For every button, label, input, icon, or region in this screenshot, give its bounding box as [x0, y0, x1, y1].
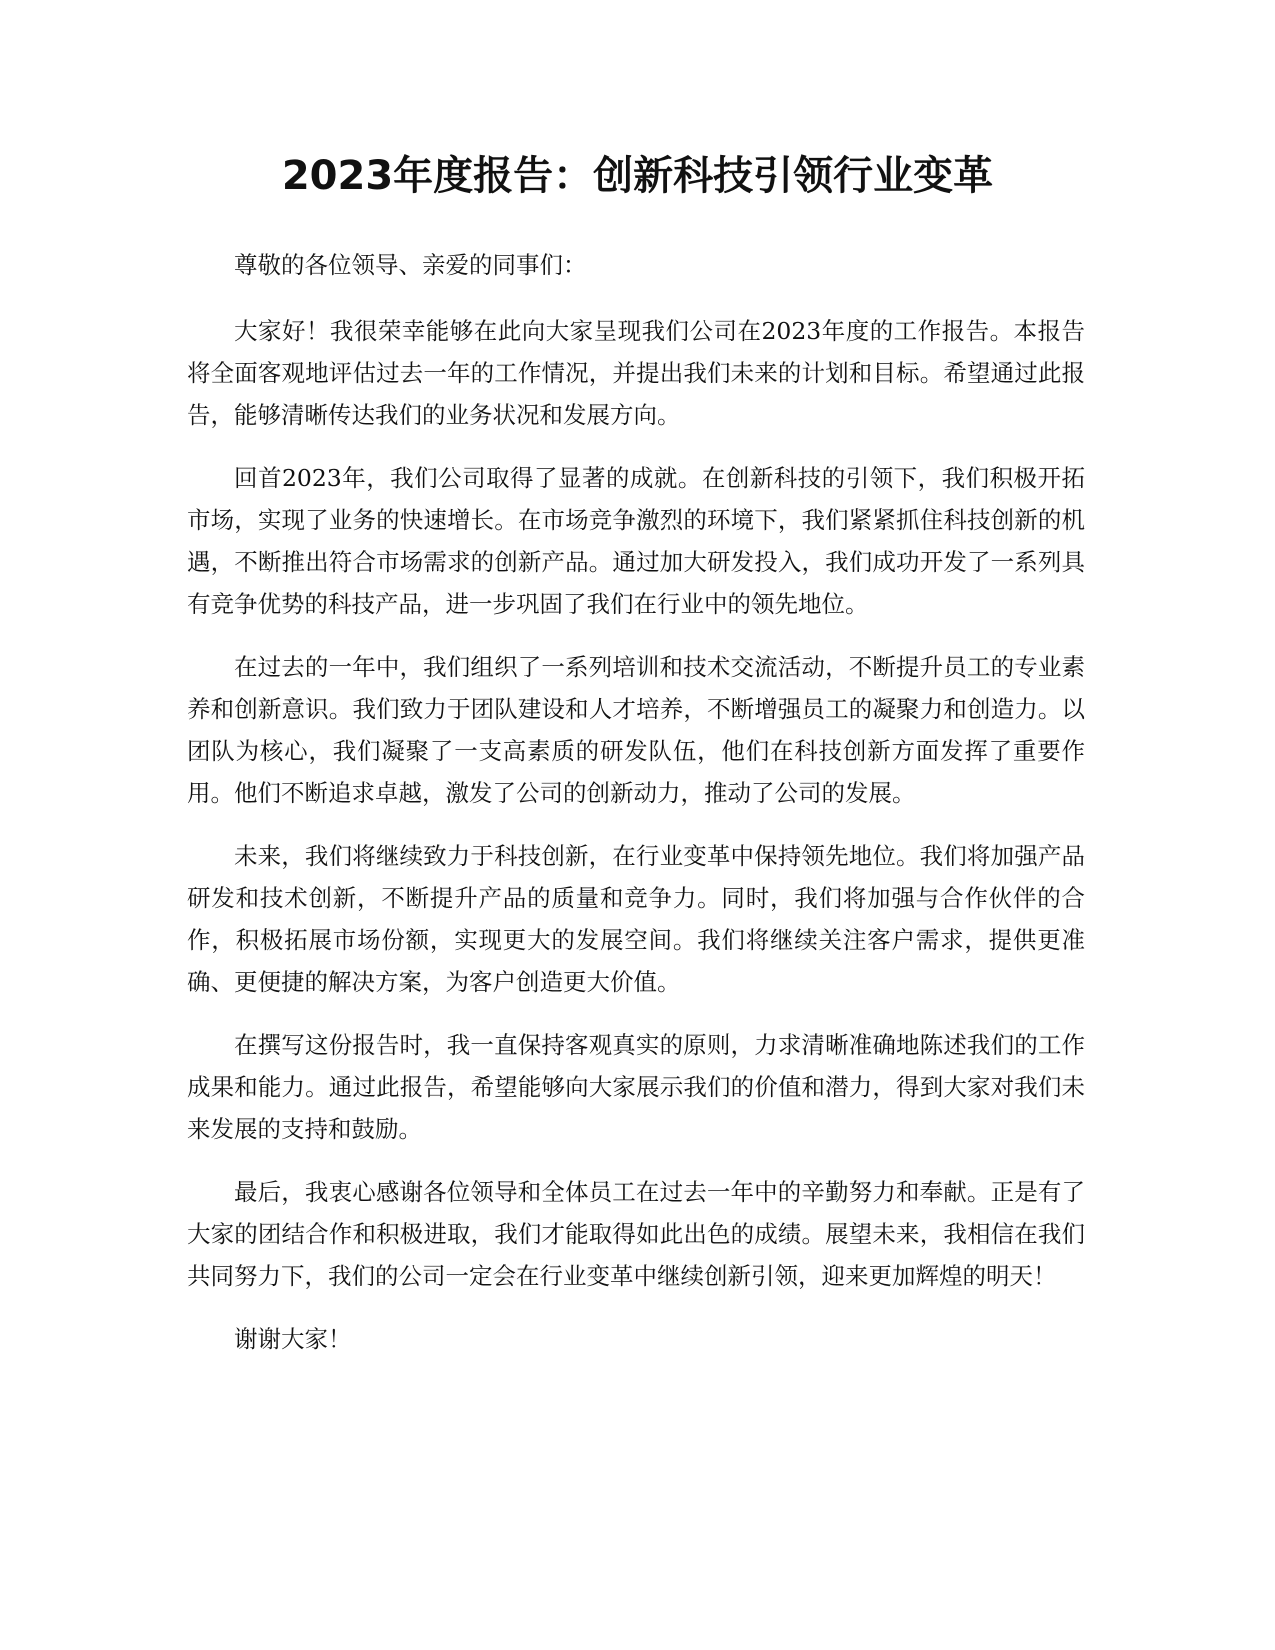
paragraph-team: 在过去的一年中，我们组织了一系列培训和技术交流活动，不断提升员工的专业素养和创新意识。我们致力于团队建设和人才培养，不断增强员工的凝聚力和创造力。以团队为核心，我们凝聚了一支高素质的研发队伍，他们在科技创新方面发挥了重要作用。他们不断追求卓越，激发了公司的创新动力，推动了公司的发展。 — [187, 653, 1085, 807]
paragraph-introduction: 大家好！我很荣幸能够在此向大家呈现我们公司在2023年度的工作报告。本报告将全面客观地评估过去一年的工作情况，并提出我们未来的计划和目标。希望通过此报告，能够清晰传达我们的业务状况和发展方向。 — [187, 317, 1085, 429]
paragraph-greeting: 尊敬的各位领导、亲爱的同事们： — [234, 251, 587, 279]
paragraph-closing: 谢谢大家！ — [234, 1325, 352, 1353]
paragraph-thanks: 最后，我衷心感谢各位领导和全体员工在过去一年中的辛勤努力和奉献。正是有了大家的团结合作和积极进取，我们才能取得如此出色的成绩。展望未来，我相信在我们共同努力下，我们的公司一定会在行业变革中继续创新引领，迎来更加辉煌的明天！ — [187, 1178, 1085, 1290]
document-body — [187, 244, 1085, 1381]
paragraph-achievements: 回首2023年，我们公司取得了显著的成就。在创新科技的引领下，我们积极开拓市场，实现了业务的快速增长。在市场竞争激烈的环境下，我们紧紧抓住科技创新的机遇，不断推出符合市场需求的创新产品。通过加大研发投入，我们成功开发了一系列具有竞争优势的科技产品，进一步巩固了我们在行业中的领先地位。 — [187, 464, 1085, 618]
paragraph-principles: 在撰写这份报告时，我一直保持客观真实的原则，力求清晰准确地陈述我们的工作成果和能力。通过此报告，希望能够向大家展示我们的价值和潜力，得到大家对我们未来发展的支持和鼓励。 — [187, 1031, 1085, 1143]
paragraph-future: 未来，我们将继续致力于科技创新，在行业变革中保持领先地位。我们将加强产品研发和技术创新，不断提升产品的质量和竞争力。同时，我们将加强与合作伙伴的合作，积极拓展市场份额，实现更大的发展空间。我们将继续关注客户需求，提供更准确、更便捷的解决方案，为客户创造更大价值。 — [187, 842, 1085, 996]
document-title: 2023年度报告：创新科技引领行业变革 — [281, 153, 994, 199]
